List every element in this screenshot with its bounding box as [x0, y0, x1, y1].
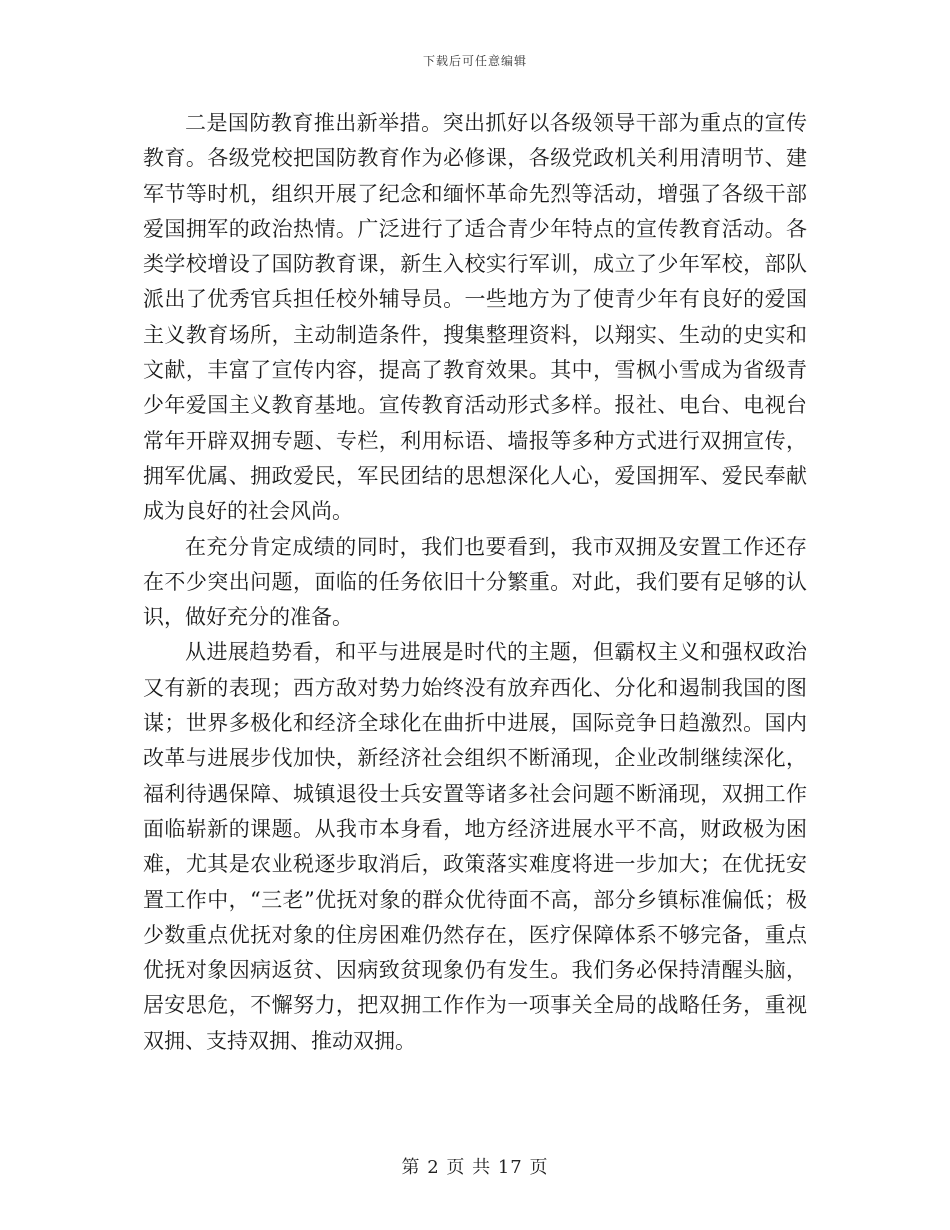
page-header: 下载后可任意编辑	[422, 54, 527, 68]
document-body	[143, 106, 807, 1059]
paragraph-development-trend: 从进展趋势看，和平与进展是时代的主题，但霸权主义和强权政治又有新的表现；西方敌对势力始终没有放弃西化、分化和遏制我国的图谋；世界多极化和经济全球化在曲折中进展，国际竞争日趋激烈。国内改革与进展步伐加快，新经济社会组织不断涌现，企业改制继续深化，福利待遇保障、城镇退役士兵安置等诸多社会问题不断涌现，双拥工作面临崭新的课题。从我市本身看，地方经济进展水平不高，财政极为困难，尤其是农业税逐步取消后，政策落实难度将进一步加大；在优抚安置工作中，“三老”优抚对象的群众优待面不高，部分乡镇标准偏低；极少数重点优抚对象的住房困难仍然存在，医疗保障体系不够完备，重点优抚对象因病返贫、因病致贫现象仍有发生。我们务必保持清醒头脑，居安思危，不懈努力，把双拥工作作为一项事关全局的战略任务，重视双拥、支持双拥、推动双拥。	[143, 640, 807, 1053]
paragraph-national-defense-education: 二是国防教育推出新举措。突出抓好以各级领导干部为重点的宣传教育。各级党校把国防教育作为必修课，各级党政机关利用清明节、建军节等时机，组织开展了纪念和缅怀革命先烈等活动，增强了各级干部爱国拥军的政治热情。广泛进行了适合青少年特点的宣传教育活动。各类学校增设了国防教育课，新生入校实行军训，成立了少年军校，部队派出了优秀官兵担任校外辅导员。一些地方为了使青少年有良好的爱国主义教育场所，主动制造条件，搜集整理资料，以翔实、生动的史实和文献，丰富了宣传内容，提高了教育效果。其中，雪枫小雪成为省级青少年爱国主义教育基地。宣传教育活动形式多样。报社、电台、电视台常年开辟双拥专题、专栏，利用标语、墙报等多种方式进行双拥宣传，拥军优属、拥政爱民，军民团结的思想深化人心，爱国拥军、爱民奉献成为良好的社会风尚。	[143, 111, 807, 524]
paragraph-problems-acknowledgement: 在充分肯定成绩的同时，我们也要看到，我市双拥及安置工作还存在不少突出问题，面临的任务依旧十分繁重。对此，我们要有足够的认识，做好充分的准备。	[143, 534, 807, 630]
page-number: 第 2 页 共 17 页	[401, 1157, 549, 1178]
